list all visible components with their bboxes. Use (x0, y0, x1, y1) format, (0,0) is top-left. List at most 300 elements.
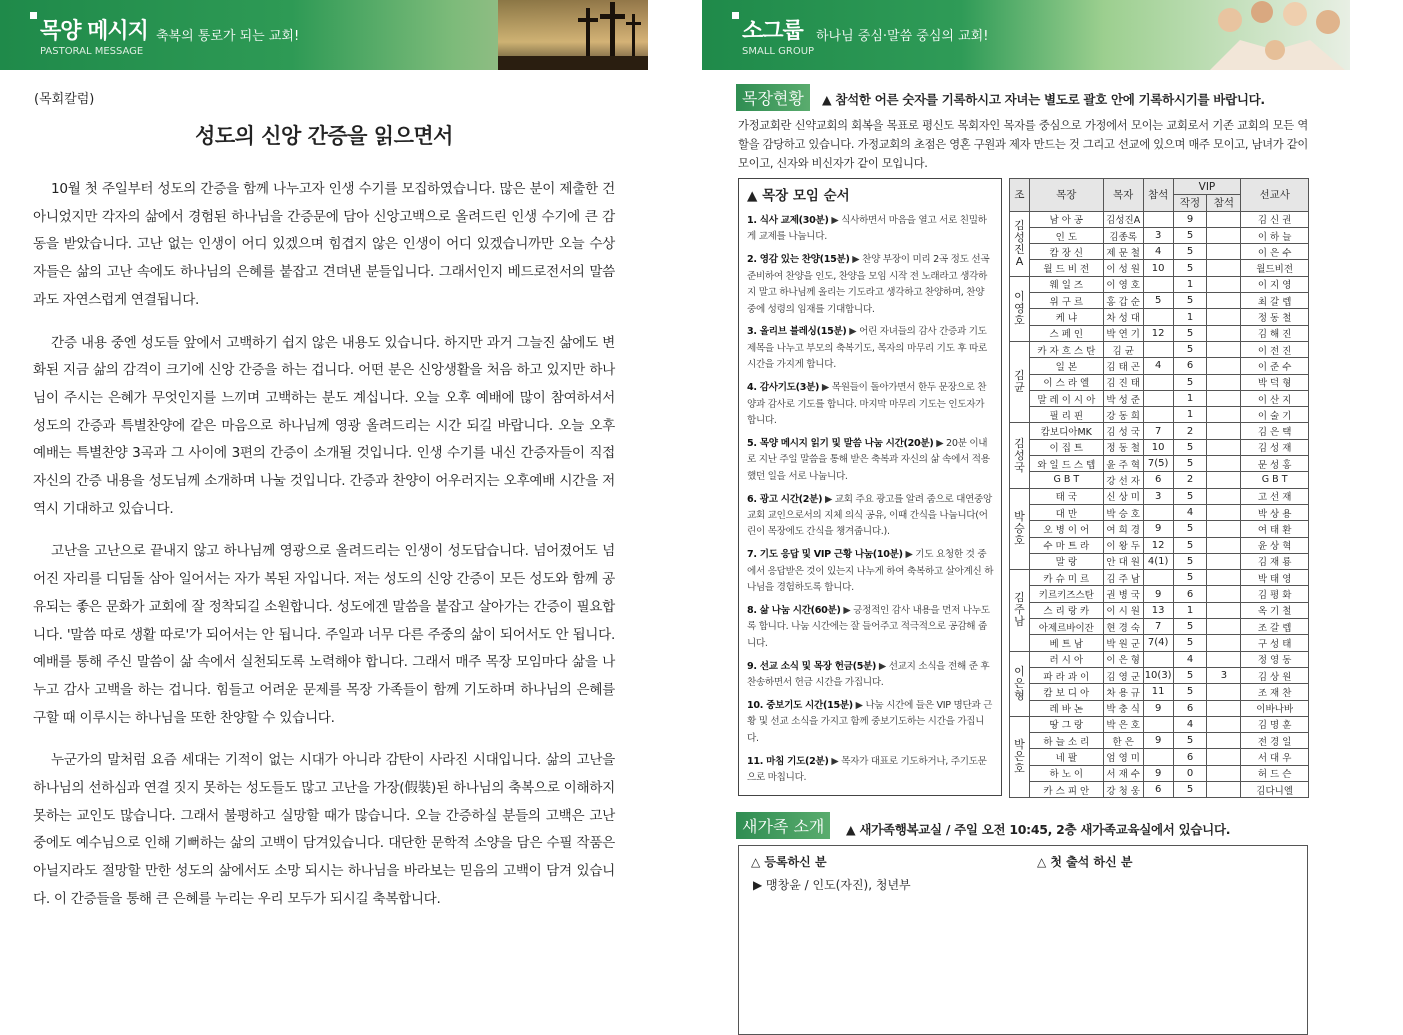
vip-registered: 5 (1173, 733, 1207, 749)
table-row (1010, 211, 1309, 227)
vip-attended (1207, 472, 1241, 488)
attend-count (1143, 390, 1173, 406)
vip-attended (1207, 570, 1241, 586)
group-name-text: 박은호 (1014, 738, 1025, 776)
mokjang-name: 하 늘 소 리 (1029, 733, 1103, 749)
vip-registered: 6 (1173, 358, 1207, 374)
missionary-name: 김 해 진 (1241, 325, 1309, 341)
group-name (1010, 651, 1030, 716)
vip-registered: 5 (1173, 244, 1207, 260)
attend-count: 13 (1143, 602, 1173, 618)
vip-registered: 6 (1173, 749, 1207, 765)
attend-count: 4 (1143, 358, 1173, 374)
col-header-attend: 참석 (1143, 179, 1173, 212)
house-church-intro: 가정교회란 신약교회의 회복을 목표로 평신도 목회자인 목자를 중심으로 가정에서 모이는 교회로서 기존 교회의 모든 역할을 감당하고 있습니다. 가정교회의 초점은 영혼 구원과 제자 만드는 것 그리고 선교에 있으며 매주 모이고, 남녀가 같이 모이고, 신자와 비신자가 같이 모입니다. (738, 119, 1308, 170)
table-row (1010, 765, 1309, 781)
meeting-order-text: ▶ 목자가 대표로 기도하거나, 주기도문으로 마칩니다. (747, 755, 987, 784)
mokja-name: 김 성 국 (1103, 423, 1143, 439)
mokjang-name: 수 마 트 라 (1029, 537, 1103, 553)
attend-count (1143, 749, 1173, 765)
table-row (1010, 341, 1309, 357)
vip-registered: 1 (1173, 390, 1207, 406)
mokjang-name: 이 집 트 (1029, 439, 1103, 455)
vip-registered: 5 (1173, 537, 1207, 553)
pastoral-message-page (0, 0, 648, 992)
vip-attended: 3 (1207, 667, 1241, 683)
mokja-name: 박 은 호 (1103, 716, 1143, 732)
missionary-name: 이바나바 (1241, 700, 1309, 716)
mokjang-name: 월 드 비 전 (1029, 260, 1103, 276)
attend-count: 4 (1143, 244, 1173, 260)
table-row (1010, 733, 1309, 749)
table-row (1010, 667, 1309, 683)
missionary-name: 김 명 훈 (1241, 716, 1309, 732)
col-header-vip-att: 참석 (1207, 195, 1241, 211)
table-row (1010, 635, 1309, 651)
mokjang-name: 태 국 (1029, 488, 1103, 504)
mokjang-name: 말 레 이 시 아 (1029, 390, 1103, 406)
meeting-order-head: 2. 영감 있는 찬양(15분) (747, 254, 850, 266)
attend-count: 9 (1143, 700, 1173, 716)
meeting-order-head: 5. 목양 메시지 읽기 및 말씀 나눔 시간(20분) (747, 437, 934, 449)
vip-attended (1207, 586, 1241, 602)
table-row (1010, 227, 1309, 243)
missionary-name: 문 성 홍 (1241, 456, 1309, 472)
vip-attended (1207, 749, 1241, 765)
vip-registered: 5 (1173, 341, 1207, 357)
attend-count: 10 (1143, 260, 1173, 276)
missionary-name: 이 은 수 (1241, 244, 1309, 260)
table-row (1010, 651, 1309, 667)
section-tagline: 하나님 중심·말씀 중심의 교회! (816, 29, 989, 44)
mokjang-name: 캄보디아MK (1029, 423, 1103, 439)
pastoral-header (0, 0, 648, 70)
missionary-name: 김 성 재 (1241, 439, 1309, 455)
mokja-name: 서 재 수 (1103, 765, 1143, 781)
mokjang-name: 파 라 과 이 (1029, 667, 1103, 683)
table-row (1010, 374, 1309, 390)
table-row (1010, 781, 1309, 797)
missionary-name: 김 재 룡 (1241, 553, 1309, 569)
mokja-name: 김 주 남 (1103, 570, 1143, 586)
cross-sunset-icon (498, 0, 648, 70)
mokja-name: 김성진A (1103, 211, 1143, 227)
vip-registered: 5 (1173, 553, 1207, 569)
attend-count: 6 (1143, 781, 1173, 797)
mokjang-name: 스 페 인 (1029, 325, 1103, 341)
meeting-order-item (747, 659, 995, 692)
section-title: 목양 메시지 (40, 19, 148, 44)
mokjang-status-label: 목장현황 (736, 84, 810, 111)
vip-registered: 5 (1173, 260, 1207, 276)
column-label: (목회칼럼) (34, 92, 95, 107)
attend-count: 7 (1143, 619, 1173, 635)
mokjang-name: 위 구 르 (1029, 293, 1103, 309)
vip-registered: 5 (1173, 293, 1207, 309)
vip-registered: 5 (1173, 570, 1207, 586)
vip-attended (1207, 635, 1241, 651)
mokja-name: 권 병 국 (1103, 586, 1143, 602)
vip-registered: 1 (1173, 309, 1207, 325)
mokjang-note: ▲ 참석한 어른 숫자를 기록하시고 자녀는 별도로 괄호 안에 기록하시기를 바랍니다. (822, 92, 1265, 107)
group-name (1010, 488, 1030, 569)
table-row (1010, 619, 1309, 635)
attend-count (1143, 341, 1173, 357)
mokja-name: 홍 갑 순 (1103, 293, 1143, 309)
mokjang-name: 캄 장 신 (1029, 244, 1103, 260)
missionary-name: 김다니엘 (1241, 781, 1309, 797)
vip-registered: 5 (1173, 684, 1207, 700)
meeting-order-box (738, 178, 1002, 796)
mokjang-name: 아제르바이잔 (1029, 619, 1103, 635)
vip-registered: 5 (1173, 521, 1207, 537)
vip-attended (1207, 602, 1241, 618)
mokja-name: 김 진 태 (1103, 374, 1143, 390)
group-hands-icon (1200, 0, 1350, 70)
attend-count: 9 (1143, 521, 1173, 537)
missionary-name: 서 대 우 (1241, 749, 1309, 765)
mokjang-name: 와 일 드 스 텝 (1029, 456, 1103, 472)
vip-registered: 5 (1173, 781, 1207, 797)
mokja-name: 김 영 군 (1103, 667, 1143, 683)
vip-registered: 5 (1173, 488, 1207, 504)
mokja-name: 강 동 희 (1103, 407, 1143, 423)
vip-registered: 2 (1173, 472, 1207, 488)
vip-registered: 4 (1173, 651, 1207, 667)
meeting-order-item (747, 380, 995, 429)
vip-attended (1207, 276, 1241, 292)
vip-registered: 5 (1173, 667, 1207, 683)
mokja-name: 한 은 (1103, 733, 1143, 749)
vip-attended (1207, 244, 1241, 260)
vip-registered: 5 (1173, 635, 1207, 651)
vip-attended (1207, 553, 1241, 569)
mokja-name: 정 동 철 (1103, 439, 1143, 455)
table-row (1010, 521, 1309, 537)
attend-count: 3 (1143, 227, 1173, 243)
meeting-order-head: 4. 감사기도(3분) (747, 382, 820, 394)
mokja-name: 현 경 숙 (1103, 619, 1143, 635)
missionary-name: 이 하 늘 (1241, 227, 1309, 243)
missionary-name: 최 갈 렙 (1241, 293, 1309, 309)
mokja-name: 김종록 (1103, 227, 1143, 243)
missionary-name: 윤 상 혁 (1241, 537, 1309, 553)
section-subtitle: PASTORAL MESSAGE (40, 46, 144, 57)
mokjang-name: 키르키즈스탄 (1029, 586, 1103, 602)
mokja-name: 이 영 호 (1103, 276, 1143, 292)
meeting-order-item (747, 252, 995, 318)
table-row (1010, 602, 1309, 618)
attend-count: 6 (1143, 472, 1173, 488)
group-name (1010, 570, 1030, 651)
mokjang-name: 말 랑 (1029, 553, 1103, 569)
vip-attended (1207, 716, 1241, 732)
group-name-text: 박승호 (1014, 509, 1025, 547)
mokjang-name: 인 도 (1029, 227, 1103, 243)
table-row (1010, 276, 1309, 292)
vip-registered: 5 (1173, 325, 1207, 341)
vip-attended (1207, 504, 1241, 520)
missionary-name: 김 평 화 (1241, 586, 1309, 602)
group-name (1010, 211, 1030, 276)
registered-item: ▶ 맹창윤 / 인도(자진), 청년부 (753, 878, 911, 892)
meeting-order-text: ▶ 목원들이 돌아가면서 한두 문장으로 찬양과 감사로 기도를 합니다. 마지막 마무리 기도는 인도자가 합니다. (747, 382, 987, 426)
mokjang-status-table (1009, 178, 1309, 798)
meeting-order-title: ▲ 목장 모임 순서 (747, 188, 850, 204)
table-row (1010, 472, 1309, 488)
meeting-order-item (747, 547, 995, 596)
col-header-mokjang: 목장 (1029, 179, 1103, 212)
attend-count: 12 (1143, 325, 1173, 341)
article-paragraph: 간증 내용 중엔 성도들 앞에서 고백하기 쉽지 않은 내용도 있습니다. 하지만 과거 그늘진 삶에도 변화된 지금 삶의 감격이 크기에 신앙 간증을 하는 겁니다. 어떤 분은 신앙생활을 처음 하고 있지만 하나님이 주시는 은혜가 무엇인지를 느끼며 고백하는 분도 계십니다. 오늘 오후 예배에 많이 참여하셔서 성도의 간증과 특별찬양에 같은 마음으로 하나님께 영광 올려드리는 시간 되길 바랍니다. 오늘 오후 예배는 특별찬양 3곡과 그 사이에 3편의 간증이 소개될 것입니다. 인생 수기를 내신 간증자들이 직접 자신의 간증 내용을 성도님께 소개하며 나눌 것입니다. 간증과 찬양이 어우러지는 오후예배 시간을 저 역시 기대하고 있습니다. (33, 334, 615, 517)
first-attendance-title: △ 첫 출석 하신 분 (1037, 855, 1133, 869)
vip-registered: 5 (1173, 439, 1207, 455)
vip-attended (1207, 439, 1241, 455)
article-title: 성도의 신앙 간증을 읽으면서 (195, 124, 453, 148)
mokjang-name: 베 트 남 (1029, 635, 1103, 651)
mokjang-table-body (1010, 211, 1309, 798)
missionary-name: 이 준 수 (1241, 358, 1309, 374)
table-row (1010, 423, 1309, 439)
section-title: 소그룹 (742, 19, 803, 44)
mokja-name: 김 균 (1103, 341, 1143, 357)
group-name (1010, 716, 1030, 797)
missionary-name: 김 상 원 (1241, 667, 1309, 683)
vip-registered: 2 (1173, 423, 1207, 439)
meeting-order-text: ▶ 교회 주요 광고를 알려 줌으로 대연중앙교회 교인으로서의 지체 의식 공유, 이때 간식을 나눕니다(어린이 목장에도 간식을 챙겨줍니다.). (747, 493, 992, 538)
meeting-order-item (747, 492, 995, 541)
vip-registered: 5 (1173, 456, 1207, 472)
missionary-name: 고 선 재 (1241, 488, 1309, 504)
attend-count: 9 (1143, 765, 1173, 781)
meeting-order-text: ▶ 긍정적인 감사 내용을 먼저 나누도록 합니다. 나눔 시간에는 잘 들어주고 적극적으로 공감해 줍니다. (747, 605, 990, 649)
table-row (1010, 293, 1309, 309)
small-group-page (702, 0, 1350, 992)
mokja-name: 이 은 형 (1103, 651, 1143, 667)
table-row (1010, 407, 1309, 423)
table-row (1010, 586, 1309, 602)
mokja-name: 차 성 대 (1103, 309, 1143, 325)
attend-count (1143, 570, 1173, 586)
table-row (1010, 553, 1309, 569)
new-family-label: 새가족 소개 (736, 812, 830, 839)
vip-attended (1207, 227, 1241, 243)
missionary-name: 월드비전 (1241, 260, 1309, 276)
meeting-order-text: ▶ 어린 자녀들의 감사 간증과 기도 제목을 나누고 부모의 축복기도, 목자의 마무리 기도 후 따로 시간을 가지게 합니다. (747, 326, 987, 371)
meeting-order-head: 9. 선교 소식 및 목장 헌금(5분) (747, 660, 877, 672)
vip-registered: 1 (1173, 602, 1207, 618)
section-subtitle: SMALL GROUP (742, 46, 815, 57)
missionary-name: 조 갈 렙 (1241, 619, 1309, 635)
group-name (1010, 341, 1030, 422)
meeting-order-head: 1. 식사 교제(30분) (747, 215, 829, 226)
small-group-header (702, 0, 1350, 70)
meeting-order-head: 7. 기도 응답 및 VIP 근황 나눔(10분) (747, 549, 903, 561)
vip-attended (1207, 488, 1241, 504)
small-group-content (702, 70, 1350, 992)
table-row (1010, 456, 1309, 472)
vip-attended (1207, 293, 1241, 309)
vip-registered: 0 (1173, 765, 1207, 781)
mokjang-name: 일 본 (1029, 358, 1103, 374)
mokja-name: 강 선 자 (1103, 472, 1143, 488)
meeting-order-text: ▶ 선교지 소식을 전해 준 후 찬송하면서 헌금 시간을 가집니다. (747, 660, 990, 689)
mokjang-name: 카 스 피 안 (1029, 781, 1103, 797)
vip-registered: 1 (1173, 407, 1207, 423)
mokjang-name: 카 자 흐 스 탄 (1029, 341, 1103, 357)
missionary-name: 조 재 찬 (1241, 684, 1309, 700)
meeting-order-head: 3. 올리브 블레싱(15분) (747, 326, 847, 338)
attend-count (1143, 651, 1173, 667)
meeting-order-text: ▶ 나눔 시간에 들은 VIP 명단과 근황 및 선교 소식을 가지고 함께 중보기도하는 시간을 가집니다. (747, 700, 993, 744)
vip-attended (1207, 260, 1241, 276)
table-row (1010, 700, 1309, 716)
attend-count: 3 (1143, 488, 1173, 504)
group-name-text: 김성진A (1014, 218, 1025, 268)
missionary-name: 정 영 동 (1241, 651, 1309, 667)
mokja-name: 안 대 원 (1103, 553, 1143, 569)
table-row (1010, 390, 1309, 406)
attend-count: 5 (1143, 293, 1173, 309)
vip-attended (1207, 423, 1241, 439)
meeting-order-head: 6. 광고 시간(2분) (747, 493, 823, 505)
mokja-name: 엄 영 미 (1103, 749, 1143, 765)
mokjang-name: 오 병 이 어 (1029, 521, 1103, 537)
table-row (1010, 309, 1309, 325)
table-row (1010, 537, 1309, 553)
table-row (1010, 260, 1309, 276)
mokjang-name: 스 리 랑 카 (1029, 602, 1103, 618)
attend-count: 9 (1143, 733, 1173, 749)
table-row (1010, 244, 1309, 260)
attend-count (1143, 309, 1173, 325)
mokjang-name: G B T (1029, 472, 1103, 488)
mokjang-name: 레 바 논 (1029, 700, 1103, 716)
section-tagline: 축복의 통로가 되는 교회! (156, 29, 300, 44)
mokjang-name: 캄 보 디 아 (1029, 684, 1103, 700)
mokjang-name: 카 슈 미 르 (1029, 570, 1103, 586)
attend-count (1143, 374, 1173, 390)
new-family-note: ▲ 새가족행복교실 / 주일 오전 10:45, 2층 새가족교육실에서 있습니다. (846, 822, 1231, 837)
mokja-name: 박 연 기 (1103, 325, 1143, 341)
mokja-name: 여 희 경 (1103, 521, 1143, 537)
attend-count: 11 (1143, 684, 1173, 700)
vip-attended (1207, 781, 1241, 797)
article-paragraph: 10월 첫 주일부터 성도의 간증을 함께 나누고자 인생 수기를 모집하였습니다. 많은 분이 제출한 건 아니었지만 각자의 삶에서 경험된 하나님을 간증문에 담아 신앙고백으로 올려드린 인생 수기에 큰 감동을 받았습니다. 고난 없는 인생이 어디 있겠으며 힘겹지 않은 인생이 어디 있겠습니까만 오늘 수상자들은 삶의 고난 속에도 하나님의 은혜를 붙잡고 견뎌낸 분들입니다. 그래서인지 베드로전서의 말씀과도 자연스럽게 연결됩니다. (33, 181, 615, 308)
mokjang-name: 케 냐 (1029, 309, 1103, 325)
mokjang-name: 필 리 핀 (1029, 407, 1103, 423)
vip-attended (1207, 733, 1241, 749)
mokjang-name: 이 스 라 엘 (1029, 374, 1103, 390)
meeting-order-item (747, 754, 995, 787)
table-row (1010, 716, 1309, 732)
vip-registered: 4 (1173, 504, 1207, 520)
missionary-name: G B T (1241, 472, 1309, 488)
group-name-text: 이은형 (1014, 664, 1025, 702)
vip-attended (1207, 619, 1241, 635)
group-name-text: 이영호 (1014, 289, 1025, 327)
attend-count: 4(1) (1143, 553, 1173, 569)
missionary-name: 이 산 지 (1241, 390, 1309, 406)
attend-count (1143, 211, 1173, 227)
mokja-name: 박 원 군 (1103, 635, 1143, 651)
vip-attended (1207, 651, 1241, 667)
missionary-name: 이 지 영 (1241, 276, 1309, 292)
vip-registered: 9 (1173, 211, 1207, 227)
mokjang-name: 네 팔 (1029, 749, 1103, 765)
table-row (1010, 325, 1309, 341)
attend-count (1143, 504, 1173, 520)
meeting-order-text: ▶ 찬양 부장이 미리 2곡 정도 선곡 준비하여 찬양을 인도, 찬양을 모임 시작 전 노래라고 생각하지 말고 하나님께 올리는 기도라고 생각하고 찬양하며, 찬양 중에 성령의 임재를 기대합니다. (747, 254, 990, 315)
col-header-vip: VIP (1173, 179, 1241, 195)
group-name-text: 김주남 (1014, 591, 1025, 629)
mokja-name: 이 시 원 (1103, 602, 1143, 618)
mokja-name: 이 성 원 (1103, 260, 1143, 276)
vip-attended (1207, 407, 1241, 423)
vip-attended (1207, 521, 1241, 537)
missionary-name: 전 경 일 (1241, 733, 1309, 749)
meeting-order-item (747, 213, 995, 246)
article-paragraph: 누군가의 말처럼 요즘 세대는 기적이 없는 시대가 아니라 감탄이 사라진 시대입니다. 삶의 고난을 하나님의 선하심과 연결 짓지 못하는 성도들도 많고 고난을 가장(假裝)된 하나님의 축복으로 이해하지 못하는 교인도 많습니다. 그래서 불평하고 실망할 때가 많습니다. 오늘 간증하실 분들의 고백은 고난 중에도 예수님으로 인해 기뻐하는 삶의 고백이 담겨있습니다. 대단한 문학적 소양을 담은 수필 작품은 아닐지라도 절망할 만한 성도의 삶에서도 소망 되시는 하나님을 바라보는 믿음의 고백이 담겨 있습니다. 이 간증들을 통해 큰 은혜를 누리는 우리 모두가 되시길 축복합니다. (33, 752, 615, 907)
vip-attended (1207, 309, 1241, 325)
mokja-name: 강 청 웅 (1103, 781, 1143, 797)
attend-count: 7 (1143, 423, 1173, 439)
missionary-name: 구 성 태 (1241, 635, 1309, 651)
missionary-name: 옥 기 철 (1241, 602, 1309, 618)
attend-count (1143, 407, 1173, 423)
vip-attended (1207, 374, 1241, 390)
missionary-name: 박 태 영 (1241, 570, 1309, 586)
meeting-order-head: 8. 삶 나눔 시간(60분) (747, 605, 841, 617)
table-row (1010, 358, 1309, 374)
mokjang-name: 대 만 (1029, 504, 1103, 520)
vip-attended (1207, 211, 1241, 227)
col-header-vip-reg: 작정 (1173, 195, 1207, 211)
mokja-name: 박 충 식 (1103, 700, 1143, 716)
attend-count: 10(3) (1143, 667, 1173, 683)
vip-attended (1207, 456, 1241, 472)
attend-count (1143, 276, 1173, 292)
group-name (1010, 276, 1030, 341)
mokjang-name: 땅 그 랑 (1029, 716, 1103, 732)
vip-attended (1207, 358, 1241, 374)
vip-registered: 5 (1173, 227, 1207, 243)
pastoral-content (0, 70, 648, 992)
vip-registered: 6 (1173, 586, 1207, 602)
missionary-name: 박 상 용 (1241, 504, 1309, 520)
mokja-name: 이 왕 두 (1103, 537, 1143, 553)
missionary-name: 여 태 환 (1241, 521, 1309, 537)
table-row (1010, 488, 1309, 504)
meeting-order-item (747, 324, 995, 373)
missionary-name: 김 은 택 (1241, 423, 1309, 439)
table-row (1010, 684, 1309, 700)
mokja-name: 차 용 규 (1103, 684, 1143, 700)
group-name-text: 김균 (1014, 369, 1025, 395)
group-name-text: 김성국 (1014, 436, 1025, 474)
meeting-order-head: 10. 중보기도 시간(15분) (747, 700, 853, 712)
vip-registered: 5 (1173, 374, 1207, 390)
missionary-name: 이 술 기 (1241, 407, 1309, 423)
meeting-order-list (747, 213, 995, 793)
registered-title: △ 등록하신 분 (751, 855, 827, 869)
table-row (1010, 749, 1309, 765)
mokja-name: 제 문 철 (1103, 244, 1143, 260)
mokjang-name: 러 시 아 (1029, 651, 1103, 667)
table-row (1010, 504, 1309, 520)
meeting-order-text: ▶ 기도 요청한 것 중에서 응답받은 것이 있는지 나누게 하여 축복하고 살아계신 하나님을 경험하도록 합니다. (747, 549, 994, 594)
vip-registered: 1 (1173, 276, 1207, 292)
